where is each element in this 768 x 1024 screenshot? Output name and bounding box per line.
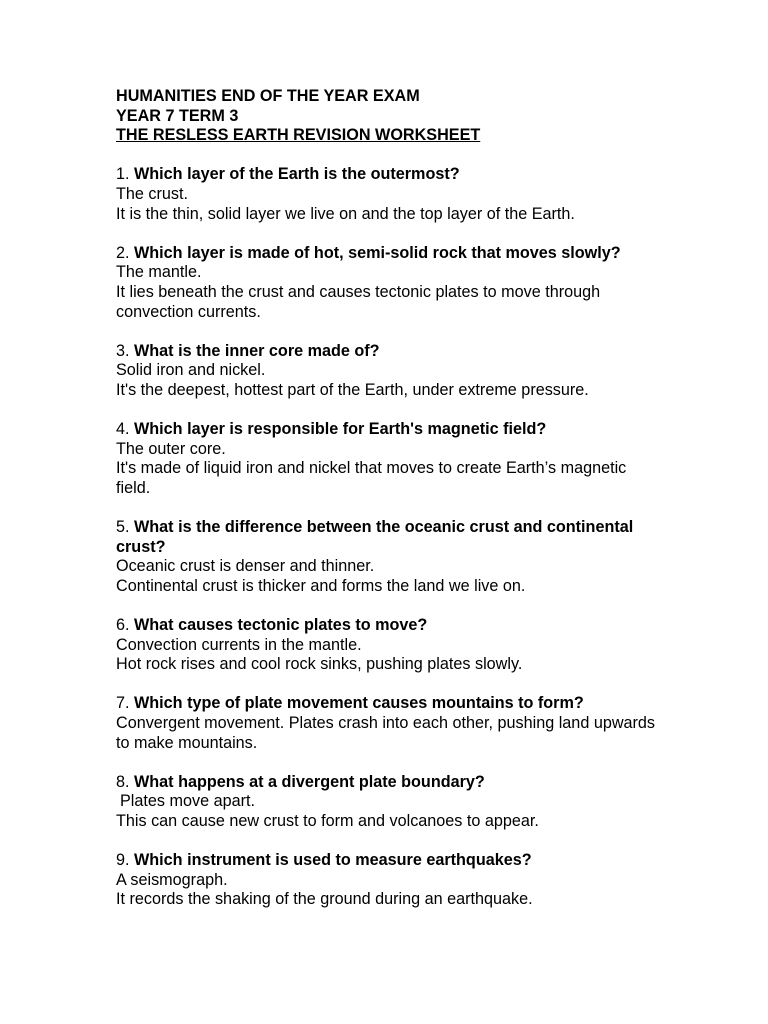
question-number: 3.: [116, 341, 130, 360]
question-block-3: [116, 342, 661, 401]
question-number: 2.: [116, 243, 130, 262]
question-number: 8.: [116, 772, 130, 791]
worksheet-content: [116, 87, 661, 910]
question-text: [116, 773, 661, 793]
question-label: Which layer of the Earth is the outermost?: [134, 165, 460, 184]
question-number: 5.: [116, 518, 130, 537]
worksheet-title: THE RESLESS EARTH REVISION WORKSHEET: [116, 126, 481, 145]
answer-line: Convergent movement. Plates crash into each other, pushing land upwards to make mountains.: [116, 714, 656, 752]
question-text: [116, 342, 661, 362]
question-block-4: [116, 420, 661, 498]
answer-line: Convection currents in the mantle.: [116, 635, 362, 654]
question-number: 7.: [116, 694, 130, 713]
answer-line: It's the deepest, hottest part of the Earth, under extreme pressure.: [116, 380, 589, 399]
answer-line: The crust.: [116, 184, 188, 203]
answer-line: Plates move apart.: [120, 792, 255, 811]
question-block-5: [116, 518, 661, 596]
question-label: What is the inner core made of?: [134, 341, 380, 360]
answer-line: Oceanic crust is denser and thinner.: [116, 557, 375, 576]
answer-line: It lies beneath the crust and causes tectonic plates to move through convection currents.: [116, 282, 601, 321]
question-text: [116, 851, 661, 871]
question-text: [116, 694, 661, 714]
answer-line: Continental crust is thicker and forms the land we live on.: [116, 576, 526, 595]
exam-title: HUMANITIES END OF THE YEAR EXAM: [116, 87, 420, 105]
answer-line: Hot rock rises and cool rock sinks, pushing plates slowly.: [116, 655, 523, 674]
question-block-7: [116, 694, 661, 753]
question-label: What is the difference between the oceanic crust and continental crust?: [116, 518, 634, 556]
term-label: YEAR 7 TERM 3: [116, 106, 239, 125]
question-text: [116, 616, 661, 636]
question-block-8: [116, 773, 661, 832]
question-text: [116, 165, 661, 185]
question-label: Which layer is made of hot, semi-solid rock that moves slowly?: [134, 243, 621, 262]
answer-line: Solid iron and nickel.: [116, 361, 266, 380]
question-number: 1.: [116, 165, 130, 184]
answer-line: It's made of liquid iron and nickel that moves to create Earth’s magnetic field.: [116, 459, 627, 497]
question-label: Which instrument is used to measure earthquakes?: [134, 851, 532, 870]
question-block-6: [116, 616, 661, 675]
worksheet-header: [116, 87, 661, 146]
question-block-9: [116, 851, 661, 910]
answer-line: The outer core.: [116, 439, 226, 458]
answer-line: This can cause new crust to form and volcanoes to appear.: [116, 811, 539, 830]
question-block-1: [116, 165, 661, 224]
question-number: 6.: [116, 616, 130, 635]
answer-line: It is the thin, solid layer we live on and the top layer of the Earth.: [116, 204, 575, 223]
answer-line: The mantle.: [116, 263, 202, 282]
answer-line: It records the shaking of the ground during an earthquake.: [116, 890, 533, 909]
question-label: What causes tectonic plates to move?: [134, 616, 428, 635]
question-label: Which type of plate movement causes mountains to form?: [134, 694, 584, 713]
question-block-2: [116, 244, 661, 322]
question-number: 4.: [116, 420, 130, 439]
question-text: [116, 518, 661, 557]
question-number: 9.: [116, 851, 130, 870]
question-text: [116, 420, 661, 440]
question-text: [116, 244, 661, 264]
question-label: What happens at a divergent plate boundary?: [134, 772, 485, 791]
answer-line: A seismograph.: [116, 870, 228, 889]
question-label: Which layer is responsible for Earth's magnetic field?: [134, 420, 547, 439]
